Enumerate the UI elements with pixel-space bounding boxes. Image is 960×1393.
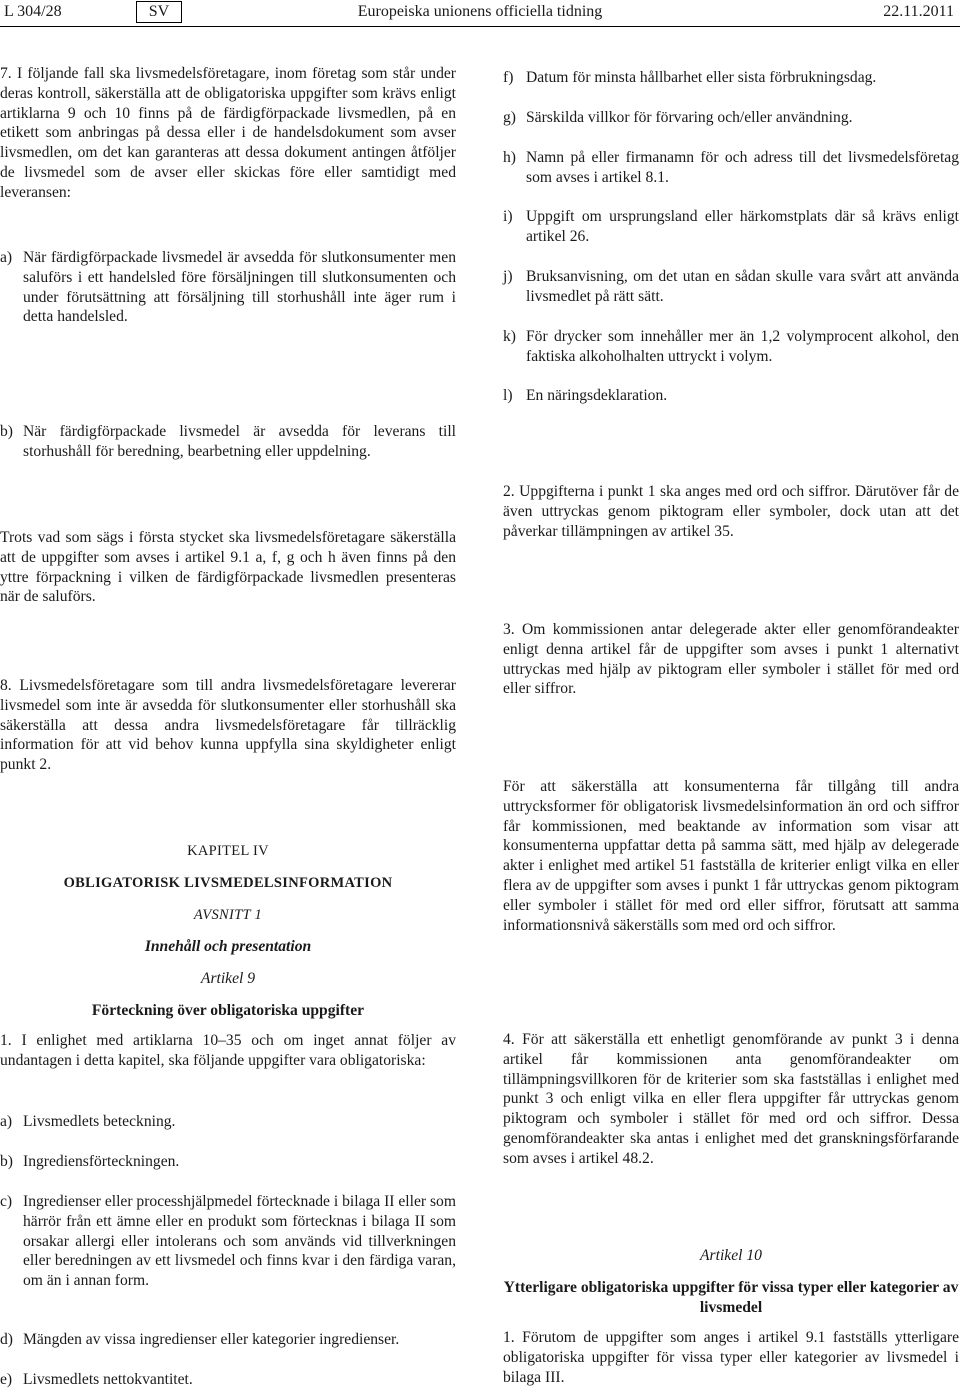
list-item-text: Mängden av vissa ingredienser eller kategorier ingredienser.: [23, 1331, 400, 1348]
list-item-text: Särskilda villkor för förvaring och/eller användning.: [526, 109, 853, 126]
list-item-k: [503, 327, 959, 367]
list-item-f: [503, 68, 959, 88]
list-marker: j): [503, 268, 513, 285]
paragraph-trots: Trots vad som sägs i första stycket ska livsmedelsföretagare säkerställa att de uppgifter som avses i artikel 9.1 a, f, g och h även finns på den yttre förpackning i vilken de färdigförpackade livsmedlen presenteras när de saluförs.: [0, 529, 456, 606]
list-item-l: [503, 386, 959, 406]
list-item-b: [0, 1152, 456, 1172]
list-marker: a): [0, 1113, 13, 1130]
section-heading: AVSNITT 1: [193, 907, 263, 923]
list-item-text: Livsmedlets beteckning.: [23, 1113, 176, 1130]
list-item-text: Livsmedlets nettokvantitet.: [23, 1371, 193, 1388]
article-9-paragraph-1: 1. I enlighet med artiklarna 10–35 och om inget annat följer av undantagen i detta kapitel, ska följande uppgifter vara obligatoriska:: [0, 1032, 456, 1069]
journal-title: Europeiska unionens officiella tidning: [357, 3, 603, 20]
list-item-a: [0, 1112, 456, 1132]
list-item-g: [503, 108, 959, 128]
paragraph-8: 8. Livsmedelsföretagare som till andra livsmedelsföretagare levererar livsmedel som inte är avsedda för slutkonsumenter eller storhushåll ska säkerställa att dessa andra livsmedelsföretagare får tillräcklig information för att vid behov kunna uppfylla sina skyldigheter enligt punkt 2.: [0, 677, 456, 774]
journal-header: [0, 0, 960, 27]
list-item-text: För drycker som innehåller mer än 1,2 volymprocent alkohol, den faktiska alkoholhalten uttryckt i volym.: [526, 328, 959, 365]
list-item-text: När färdigförpackade livsmedel är avsedda för leverans till storhushåll för beredning, bearbetning eller uppdelning.: [23, 423, 456, 460]
list-marker: b): [0, 423, 13, 440]
list-item-text: En näringsdeklaration.: [526, 387, 668, 404]
list-item-text: Ingredienser eller processhjälpmedel förtecknade i bilaga II eller som härrör från ett ämne eller en produkt som förtecknas i bilaga II som orsakar allergi eller intolerans och som används vid tillverkningen eller beredningen av ett livsmedel och finns kvar i den färdiga varan, om än i annan form.: [23, 1193, 456, 1290]
list-marker: k): [503, 328, 516, 345]
paragraph-2: 2. Uppgifterna i punkt 1 ska anges med ord och siffror. Därutöver får de även uttryckas genom piktogram eller symboler, dock utan att det påverkar tillämpningen av artikel 35.: [503, 483, 959, 540]
list-item-c: [0, 1192, 456, 1291]
list-item-text: Ingrediensförteckningen.: [23, 1153, 180, 1170]
list-item-a-para7: [0, 248, 456, 327]
list-item-text: Bruksanvisning, om det utan en sådan skulle vara svårt att använda livsmedlet på rätt sätt.: [526, 268, 959, 305]
list-marker: e): [0, 1371, 13, 1388]
list-marker: a): [0, 249, 13, 266]
list-item-h: [503, 148, 959, 188]
article-10-paragraph-1: 1. Förutom de uppgifter som anges i artikel 9.1 fastställs ytterligare obligatoriska uppgifter för vissa typer eller kategorier av livsmedel i bilaga III.: [503, 1329, 959, 1386]
article-9-title: Förteckning över obligatoriska uppgifter: [91, 1002, 365, 1019]
list-item-text: Namn på eller firmanamn för och adress till det livsmedelsföretag som avses i artikel 8.1.: [526, 149, 959, 186]
chapter-heading: KAPITEL IV: [187, 843, 269, 859]
page-reference: L 304/28: [4, 3, 62, 20]
list-item-i: [503, 207, 959, 247]
publication-date: 22.11.2011: [883, 3, 954, 20]
list-marker: c): [0, 1193, 13, 1210]
paragraph-4: 4. För att säkerställa ett enhetligt genomförande av punkt 3 i denna artikel får kommissionen anta genomförandeakter om tillämpningsvillkoren för de kriterier som ska fastställas i enlighet med punkt 3 och enligt vilka en eller flera uppgifter får uttryckas genom piktogram och symboler i stället för med ord och siffror. Dessa genomförandeakter ska antas i enlighet med det granskningsförfarande som avses i artikel 48.2.: [503, 1031, 959, 1167]
paragraph-3-continued: För att säkerställa att konsumenterna får tillgång till andra uttrycksformer för obligatorisk livsmedelsinformation än ord och siffror får kommissionen, med beaktande av information som visar att konsumenterna uppfattar detta på samma sätt, med hjälp av delegerade akter i enlighet med artikel 51 fastställa de kriterier enligt vilka en eller flera av de uppgifter som avses i punkt 1 får uttryckas genom piktogram eller symboler i stället för med ord eller siffror, förutsatt att samma informationsnivå säkerställs som med ord och siffror.: [503, 778, 959, 934]
section-title: Innehåll och presentation: [144, 938, 312, 955]
language-badge: SV: [136, 1, 182, 23]
list-item-text: När färdigförpackade livsmedel är avsedda för slutkonsumenter men saluförs i ett handelsled före försäljningen till slutkonsumenten och under förutsättning att försäljning till storhushåll inte äger rum i detta handelsled.: [23, 249, 456, 326]
article-10-title: Ytterligare obligatoriska uppgifter för vissa typer eller kategorier av livsmedel: [503, 1279, 959, 1316]
list-marker: b): [0, 1153, 13, 1170]
list-item-text: Uppgift om ursprungsland eller härkomstplats där så krävs enligt artikel 26.: [526, 208, 959, 245]
paragraph-3: 3. Om kommissionen antar delegerade akter eller genomförandeakter enligt denna artikel får de uppgifter som avses i punkt 1 alternativt uttryckas med hjälp av piktogram eller symboler i stället för med ord eller siffror.: [503, 621, 959, 698]
paragraph-7: 7. I följande fall ska livsmedelsföretagare, inom företag som står under deras kontroll, säkerställa att de obligatoriska uppgifter som krävs enligt artiklarna 9 och 10 finns på de färdigförpackade livsmedlen, på en etikett som anbringas på dessa eller i de handelsdokument som avser livsmedlen, om det kan garanteras att dessa dokument antingen åtföljer de livsmedel som de avser eller skickas före eller samtidigt med leveransen:: [0, 65, 456, 201]
list-item-text: Datum för minsta hållbarhet eller sista förbrukningsdag.: [526, 69, 877, 86]
list-item-j: [503, 267, 959, 307]
list-marker: d): [0, 1331, 13, 1348]
list-item-d: [0, 1330, 456, 1350]
article-9-heading: Artikel 9: [200, 970, 256, 987]
list-marker: h): [503, 149, 516, 166]
list-item-b-para7: [0, 422, 456, 462]
list-item-e: [0, 1370, 456, 1390]
chapter-title: OBLIGATORISK LIVSMEDELSINFORMATION: [63, 875, 393, 891]
article-10-heading: Artikel 10: [700, 1247, 762, 1264]
list-marker: i): [503, 208, 513, 225]
list-marker: g): [503, 109, 516, 126]
list-marker: f): [503, 69, 514, 86]
list-marker: l): [503, 387, 513, 404]
